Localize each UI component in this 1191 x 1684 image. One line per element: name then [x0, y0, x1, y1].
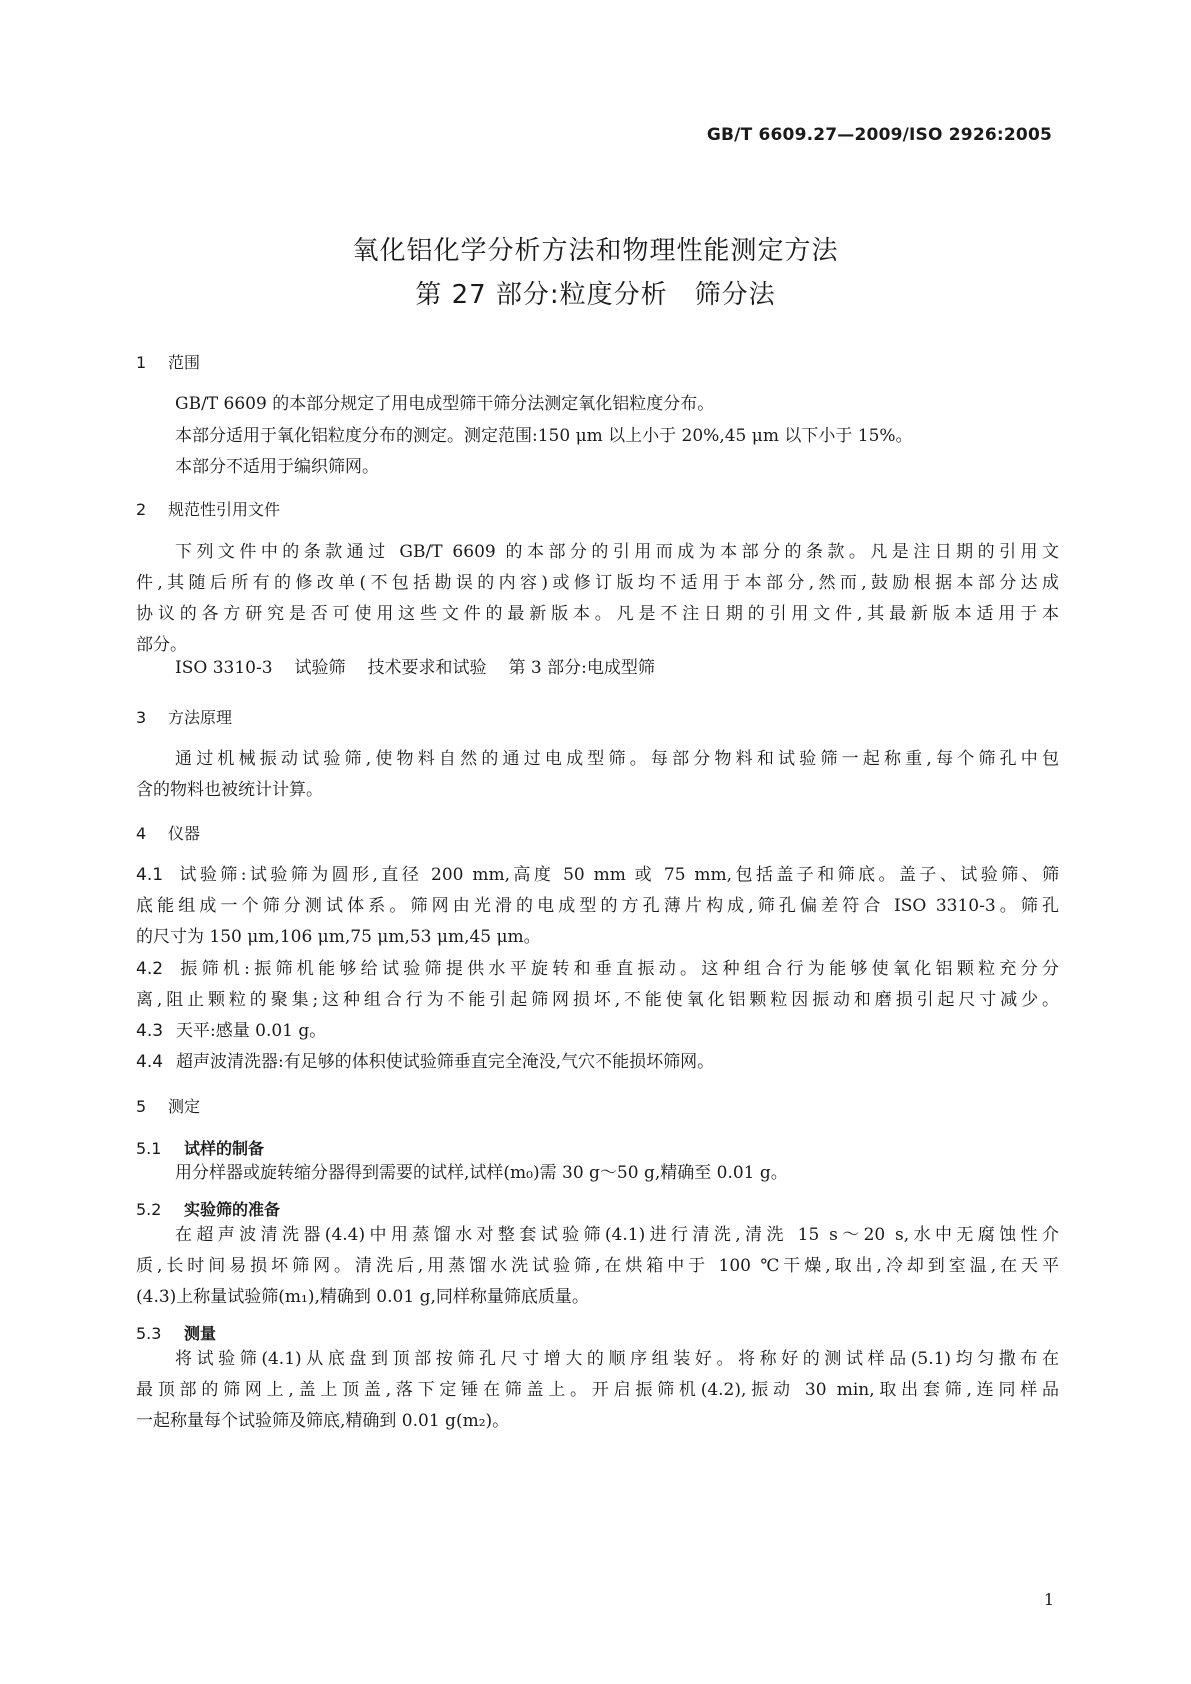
clause-number: 4.1 [136, 865, 164, 885]
section-title: 规范性引用文件 [168, 500, 281, 519]
standard-code: GB/T 6609.27—2009/ISO 2926:2005 [706, 125, 1052, 145]
section-1-heading [136, 350, 200, 373]
paragraph-line: 底能组成一个筛分测试体系。筛网由光滑的电成型的方孔薄片构成,筛孔偏差符合 ISO 3310-3。筛孔 [136, 896, 1059, 916]
document-title-line1: 氧化铝化学分析方法和物理性能测定方法 [352, 236, 839, 266]
clause-text: 超声波清洗器:有足够的体积使试验筛垂直完全淹没,气穴不能损坏筛网。 [176, 1052, 715, 1072]
paragraph-line: 用分样器或旋转缩分器得到需要的试样,试样(m₀)需 30 g～50 g,精确至 0.01 g。 [175, 1163, 788, 1183]
section-title: 方法原理 [168, 708, 233, 727]
paragraph-line: 部分。 [136, 635, 187, 655]
clause-number: 4.4 [136, 1052, 164, 1072]
clause-number: 4.3 [136, 1021, 164, 1041]
section-title: 仪器 [168, 824, 201, 843]
paragraph-line: 下列文件中的条款通过 GB/T 6609 的本部分的引用而成为本部分的条款。凡是注日期的引用文 [175, 542, 1059, 562]
reference-code: ISO 3310-3 [175, 658, 273, 678]
subsection-5-3-heading [136, 1321, 216, 1344]
clause-text: 天平:感量 0.01 g。 [176, 1021, 327, 1041]
paragraph-line: 本部分适用于氧化铝粒度分布的测定。测定范围:150 μm 以上小于 20%,45 μm 以下小于 15%。 [175, 426, 913, 446]
paragraph-line [136, 1050, 1059, 1074]
paragraph-line: 最顶部的筛网上,盖上顶盖,落下定锤在筛盖上。开启振筛机(4.2),振动 30 min,取出套筛,连同样品 [136, 1380, 1059, 1400]
paragraph-line: (4.3)上称量试验筛(m₁),精确到 0.01 g,同样称量筛底质量。 [136, 1287, 589, 1307]
section-2-heading [136, 497, 280, 520]
clause-text: 试验筛:试验筛为圆形,直径 200 mm,高度 50 mm 或 75 mm,包括盖子和筛底。盖子、试验筛、筛 [176, 865, 1059, 885]
reference-title-part: 第 3 部分:电成型筛 [508, 658, 655, 678]
reference-title-part: 试验筛 [294, 658, 346, 678]
paragraph-line: 协议的各方研究是否可使用这些文件的最新版本。凡是不注日期的引用文件,其最新版本适用于本 [136, 604, 1059, 624]
paragraph-line: 质,长时间易损坏筛网。清洗后,用蒸馏水洗试验筛,在烘箱中于 100 ℃干燥,取出,冷却到室温,在天平 [136, 1256, 1059, 1276]
section-number: 4 [136, 824, 147, 843]
paragraph-line: 通过机械振动试验筛,使物料自然的通过电成型筛。每部分物料和试验筛一起称重,每个筛孔中包 [175, 749, 1059, 769]
section-title: 测定 [168, 1097, 201, 1116]
section-5-heading [136, 1094, 200, 1117]
document-title-line2: 第 27 部分:粒度分析 筛分法 [415, 280, 776, 310]
reference-title-part: 技术要求和试验 [367, 658, 487, 678]
paragraph-line [136, 863, 1059, 887]
subsection-number: 5.1 [136, 1139, 162, 1158]
paragraph-line: 的尺寸为 150 μm,106 μm,75 μm,53 μm,45 μm。 [136, 927, 541, 947]
subsection-title: 试样的制备 [184, 1139, 265, 1158]
paragraph-line: 含的物料也被统计计算。 [136, 780, 323, 800]
paragraph-line: 离,阻止颗粒的聚集;这种组合行为不能引起筛网损坏,不能使氧化铝颗粒因振动和磨损引起尺寸减少。 [136, 990, 1059, 1010]
paragraph-line: 一起称量每个试验筛及筛底,精确到 0.01 g(m₂)。 [136, 1411, 510, 1431]
section-title: 范围 [168, 353, 201, 372]
section-number: 3 [136, 708, 147, 727]
section-number: 2 [136, 500, 147, 519]
normative-reference [175, 656, 677, 680]
paragraph-line: 在超声波清洗器(4.4)中用蒸馏水对整套试验筛(4.1)进行清洗,清洗 15 s～20 s,水中无腐蚀性介 [175, 1225, 1059, 1245]
section-3-heading [136, 705, 232, 728]
section-number: 1 [136, 353, 147, 372]
paragraph-line: 件,其随后所有的修改单(不包括勘误的内容)或修订版均不适用于本部分,然而,鼓励根据本部分达成 [136, 573, 1059, 593]
subsection-title: 实验筛的准备 [184, 1200, 281, 1219]
subsection-title: 测量 [184, 1324, 217, 1343]
subsection-5-2-heading [136, 1197, 280, 1220]
subsection-number: 5.2 [136, 1200, 162, 1219]
paragraph-line: 本部分不适用于编织筛网。 [175, 457, 379, 477]
section-4-heading [136, 821, 200, 844]
subsection-number: 5.3 [136, 1324, 162, 1343]
paragraph-line [136, 1019, 1059, 1043]
clause-text: 振筛机:振筛机能够给试验筛提供水平旋转和垂直振动。这种组合行为能够使氧化铝颗粒充分分 [176, 959, 1059, 979]
paragraph-line: GB/T 6609 的本部分规定了用电成型筛干筛分法测定氧化铝粒度分布。 [175, 394, 715, 414]
page-number: 1 [1043, 1590, 1054, 1609]
subsection-5-1-heading [136, 1136, 264, 1159]
section-number: 5 [136, 1097, 147, 1116]
paragraph-line [136, 957, 1059, 981]
paragraph-line: 将试验筛(4.1)从底盘到顶部按筛孔尺寸增大的顺序组装好。将称好的测试样品(5.1)均匀撒布在 [175, 1349, 1059, 1369]
clause-number: 4.2 [136, 959, 164, 979]
